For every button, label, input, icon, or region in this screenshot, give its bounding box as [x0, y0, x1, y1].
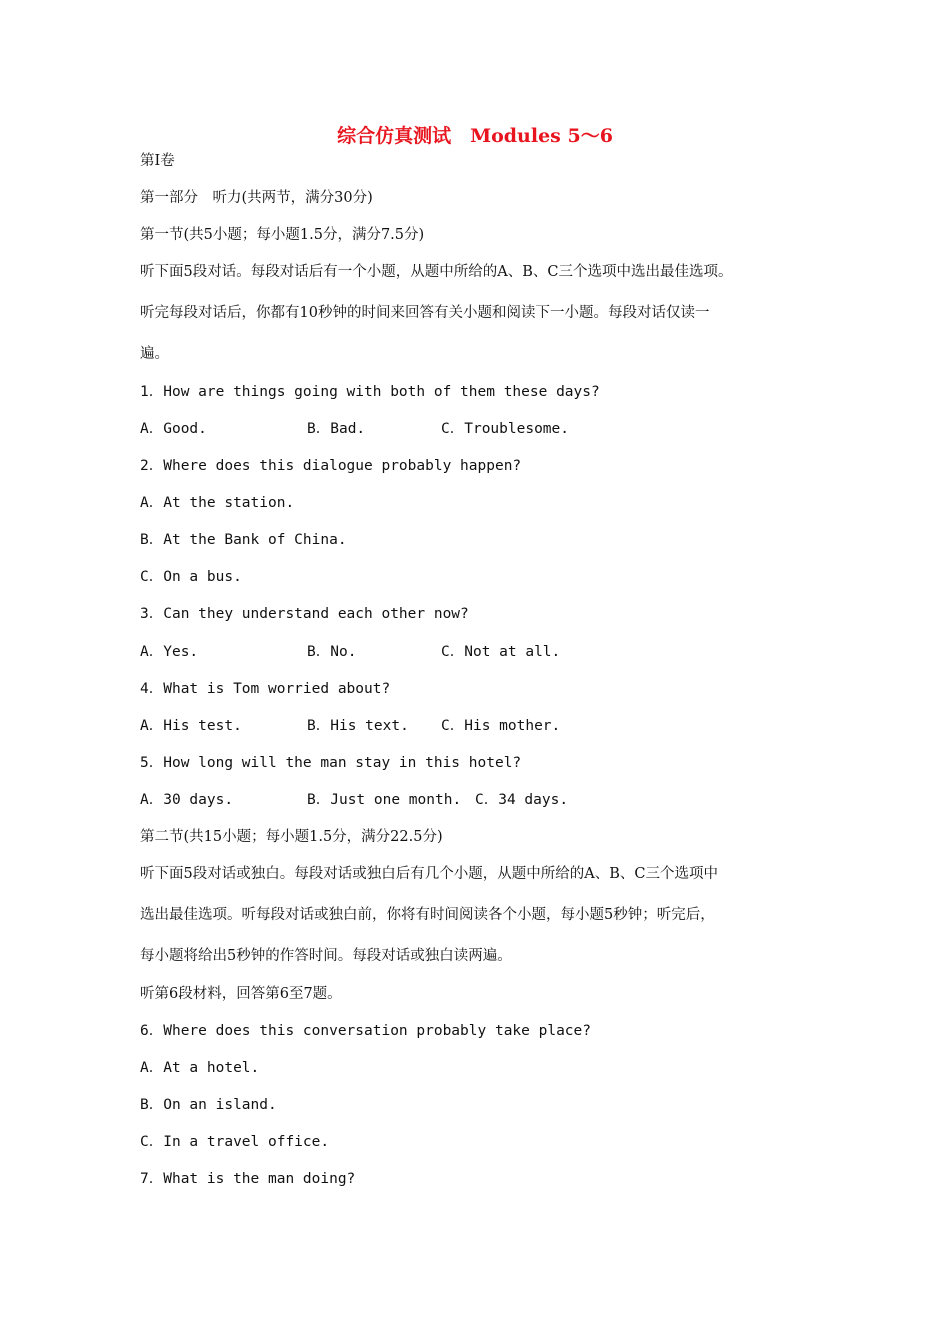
- option-6a: A．At a hotel.: [140, 1060, 260, 1076]
- part-one-heading: 第一部分 听力(共两节，满分30分): [140, 190, 373, 206]
- option-1b: B．Bad.: [307, 421, 366, 437]
- option-1c: C．Troublesome.: [441, 421, 569, 437]
- question-6: 6．Where does this conversation probably take place?: [140, 1023, 591, 1039]
- option-6c: C．In a travel office.: [140, 1134, 330, 1150]
- option-5a: A．30 days.: [140, 792, 234, 808]
- section-one-heading: 第一节(共5小题；每小题1.5分，满分7.5分): [140, 227, 425, 243]
- section-two-instruction: 每小题将给出5秒钟的作答时间。每段对话或独白读两遍。: [140, 948, 512, 964]
- option-3b: B．No.: [307, 644, 357, 660]
- option-3c: C．Not at all.: [441, 644, 561, 660]
- option-4a: A．His test.: [140, 718, 242, 734]
- question-2: 2．Where does this dialogue probably happen?: [140, 458, 522, 474]
- page-title: 综合仿真测试 Modules 5～6: [337, 125, 613, 147]
- question-3: 3．Can they understand each other now?: [140, 606, 469, 622]
- option-2a: A．At the station.: [140, 495, 295, 511]
- question-4: 4．What is Tom worried about?: [140, 681, 391, 697]
- question-7: 7．What is the man doing?: [140, 1171, 356, 1187]
- section-two-heading: 第二节(共15小题；每小题1.5分，满分22.5分): [140, 829, 443, 845]
- option-1a: A．Good.: [140, 421, 207, 437]
- option-5b: B．Just one month.: [307, 792, 462, 808]
- material-note: 听第6段材料，回答第6至7题。: [140, 986, 342, 1002]
- section-two-instruction: 选出最佳选项。听每段对话或独白前，你将有时间阅读各个小题，每小题5秒钟；听完后，: [140, 907, 715, 923]
- option-2c: C．On a bus.: [140, 569, 242, 585]
- option-4c: C．His mother.: [441, 718, 561, 734]
- option-6b: B．On an island.: [140, 1097, 277, 1113]
- section-one-instruction: 听下面5段对话。每段对话后有一个小题，从题中所给的A、B、C三个选项中选出最佳选项。: [140, 264, 733, 280]
- option-5c: C．34 days.: [475, 792, 569, 808]
- option-4b: B．His text.: [307, 718, 409, 734]
- question-1: 1．How are things going with both of them these days?: [140, 384, 600, 400]
- option-3a: A．Yes.: [140, 644, 199, 660]
- section-one-instruction: 遍。: [140, 346, 169, 362]
- section-two-instruction: 听下面5段对话或独白。每段对话或独白后有几个小题，从题中所给的A、B、C三个选项中: [140, 866, 718, 882]
- question-5: 5．How long will the man stay in this hotel?: [140, 755, 522, 771]
- section-one-instruction: 听完每段对话后，你都有10秒钟的时间来回答有关小题和阅读下一小题。每段对话仅读一: [140, 305, 710, 321]
- volume-label: 第Ⅰ卷: [140, 153, 175, 169]
- option-2b: B．At the Bank of China.: [140, 532, 347, 548]
